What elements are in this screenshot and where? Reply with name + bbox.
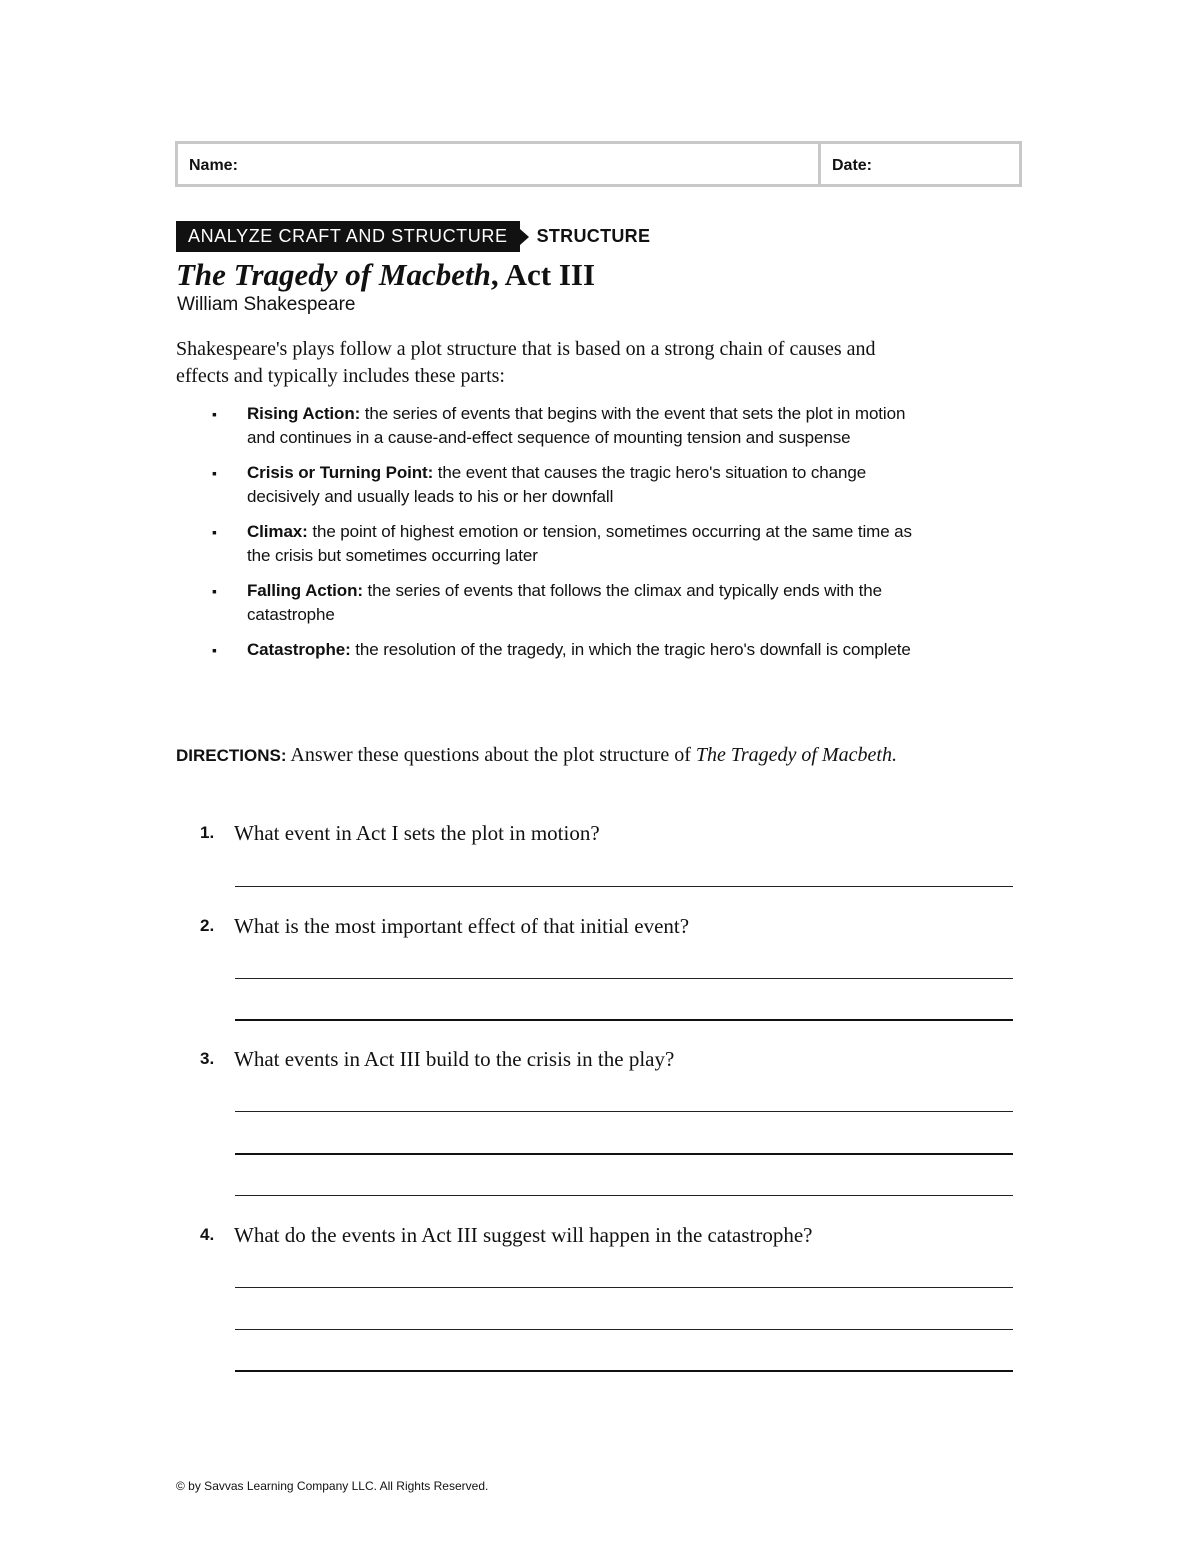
question-text: What event in Act I sets the plot in motion? xyxy=(234,821,600,845)
title-suffix: , Act III xyxy=(490,257,596,292)
question-text: What do the events in Act III suggest will happen in the catastrophe? xyxy=(234,1223,813,1247)
answer-line[interactable] xyxy=(235,1329,1013,1330)
bullet-icon: ▪ xyxy=(212,583,217,599)
question-text: What events in Act III build to the crisis in the play? xyxy=(234,1047,675,1071)
bullet-icon: ▪ xyxy=(212,406,217,422)
question-number: 4. xyxy=(200,1225,215,1244)
directions xyxy=(176,742,921,769)
answer-line[interactable] xyxy=(235,1195,1013,1196)
part-term: Catastrophe: xyxy=(247,640,351,659)
page-title xyxy=(176,257,595,293)
directions-label: DIRECTIONS: xyxy=(176,746,287,765)
name-label: Name: xyxy=(189,157,238,174)
date-field[interactable] xyxy=(821,144,1019,184)
question-number: 3. xyxy=(200,1049,215,1068)
part-definition: the series of events that follows the climax and typically ends with the catastrophe xyxy=(247,581,882,624)
answer-line[interactable] xyxy=(235,1153,1013,1155)
part-term: Climax: xyxy=(247,522,308,541)
answer-line[interactable] xyxy=(235,1111,1013,1112)
bullet-icon: ▪ xyxy=(212,642,217,658)
copyright-footer: © by Savvas Learning Company LLC. All Rights Reserved. xyxy=(176,1479,489,1493)
date-label: Date: xyxy=(832,157,873,174)
author: William Shakespeare xyxy=(177,294,356,315)
banner-category: ANALYZE CRAFT AND STRUCTURE xyxy=(176,221,520,252)
part-term: Falling Action: xyxy=(247,581,363,600)
list-item xyxy=(176,461,916,509)
answer-line[interactable] xyxy=(235,978,1013,979)
banner-arrow-icon xyxy=(520,229,529,245)
answer-line[interactable] xyxy=(235,1287,1013,1288)
directions-text: Answer these questions about the plot structure of xyxy=(286,744,696,766)
list-item xyxy=(176,520,916,568)
part-term: Rising Action: xyxy=(247,404,361,423)
list-item xyxy=(176,579,916,627)
part-definition: the point of highest emotion or tension, sometimes occurring at the same time as the crisis but sometimes occurring later xyxy=(247,522,912,565)
section-banner xyxy=(176,221,650,252)
question-number: 1. xyxy=(200,823,215,842)
answer-line[interactable] xyxy=(235,1019,1013,1021)
part-definition: the event that causes the tragic hero's situation to change decisively and usually leads to his or her downfall xyxy=(247,463,867,506)
question-number: 2. xyxy=(200,916,215,935)
question-text: What is the most important effect of that initial event? xyxy=(234,914,690,938)
banner-topic: STRUCTURE xyxy=(536,226,651,246)
bullet-icon: ▪ xyxy=(212,465,217,481)
list-item xyxy=(176,638,916,662)
part-definition: the resolution of the tragedy, in which the tragic hero's downfall is complete xyxy=(350,640,911,659)
part-definition: the series of events that begins with the event that sets the plot in motion and continues in a cause-and-effect sequence of mounting tension and suspense xyxy=(247,404,906,447)
bullet-icon: ▪ xyxy=(212,524,217,540)
answer-line[interactable] xyxy=(235,886,1013,887)
name-field[interactable] xyxy=(178,144,821,184)
list-item xyxy=(176,402,916,450)
name-date-box xyxy=(175,141,1022,187)
plot-parts-list xyxy=(176,402,916,673)
directions-work: The Tragedy of Macbeth. xyxy=(695,744,897,766)
title-work: The Tragedy of Macbeth xyxy=(176,257,491,292)
answer-line[interactable] xyxy=(235,1370,1013,1372)
part-term: Crisis or Turning Point: xyxy=(247,463,434,482)
intro-paragraph: Shakespeare's plays follow a plot structure that is based on a strong chain of causes and effects and typically includes these parts: xyxy=(176,338,876,387)
